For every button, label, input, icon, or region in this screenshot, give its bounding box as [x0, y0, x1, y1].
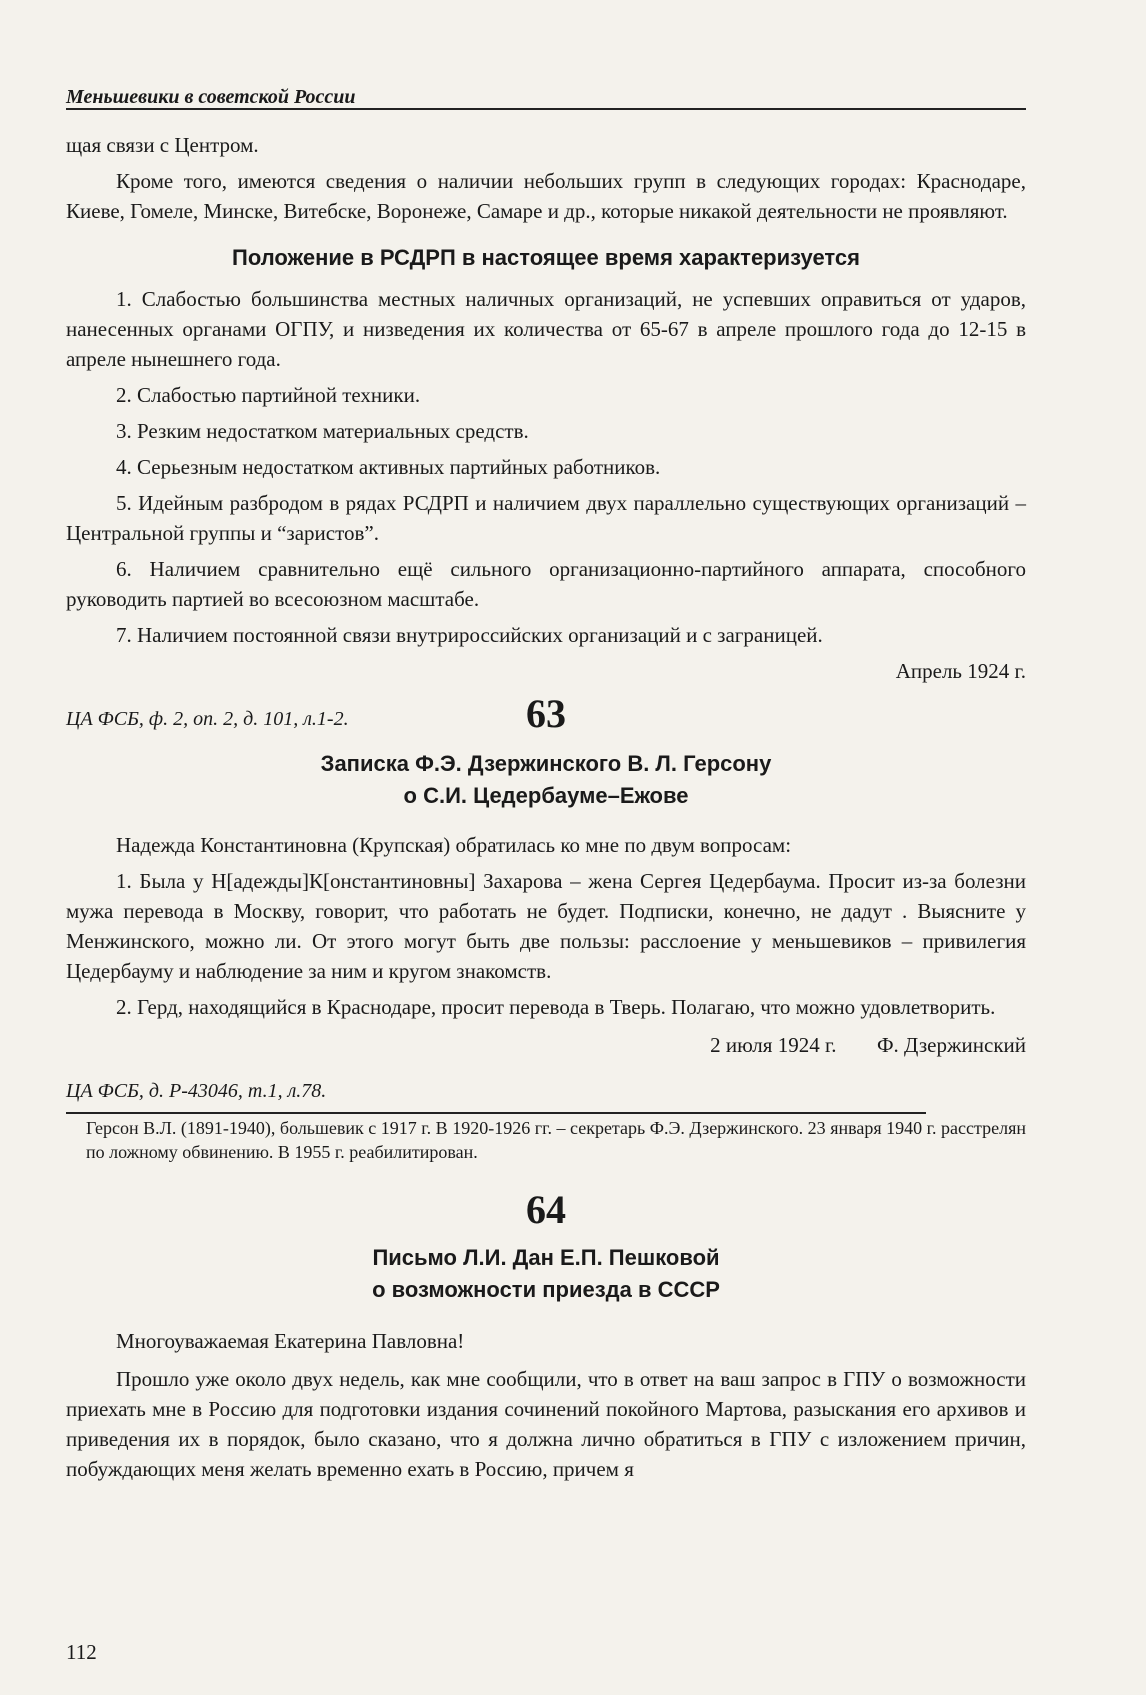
list-item: 4. Серьезным недостатком активных партийных работников. [116, 455, 661, 479]
section-1 [66, 130, 1026, 734]
footnote: Герсон В.Л. (1891-1940), большевик с 1917 г. В 1920-1926 гг. – секретарь Ф.Э. Дзержинского. 23 января 1940 г. расстрелян по ложному обвинению. В 1955 г. реабилитирован. [86, 1118, 1026, 1162]
intro-paragraph: Надежда Константиновна (Крупская) обратилась ко мне по двум вопросам: [116, 833, 792, 857]
list-item: 3. Резким недостатком материальных средств. [116, 419, 529, 443]
document-title-line1: Письмо Л.И. Дан Е.П. Пешковой [372, 1245, 720, 1270]
paragraph: Прошло уже около двух недель, как мне сообщили, что в ответ на ваш запрос в ГПУ о возможности приехать мне в Россию для подготовки издания сочинений покойного Мартова, разыскания его архивов и приведения их в порядок, было сказано, что я должна лично обратиться в ГПУ с изложением причин, побуждающих меня желать временно ехать в Россию, причем я [66, 1367, 1026, 1481]
archive-source: ЦА ФСБ, д. Р-43046, т.1, л.78. [66, 1080, 327, 1102]
footnote-rule [66, 1112, 926, 1114]
document-number: 64 [526, 1187, 566, 1232]
running-title: Меньшевики в советской России [66, 86, 356, 108]
date-signature [66, 1030, 1026, 1060]
document-64 [66, 1186, 1026, 1484]
document-title-line2: о С.И. Цедербауме–Ежове [403, 783, 689, 808]
archive-source: ЦА ФСБ, ф. 2, оп. 2, д. 101, л.1-2. [66, 708, 349, 730]
document-date: 2 июля 1924 г. [710, 1033, 837, 1057]
list-item: 6. Наличием сравнительно ещё сильного организационно-партийного аппарата, способного руководить партией во всесоюзном масштабе. [66, 557, 1026, 611]
section-heading: Положение в РСДРП в настоящее время характеризуется [232, 245, 860, 270]
document-63 [66, 690, 1026, 1164]
document-date: Апрель 1924 г. [895, 659, 1026, 683]
header-rule [66, 108, 1026, 110]
signature: Ф. Дзержинский [876, 1033, 1026, 1057]
list-item: 7. Наличием постоянной связи внутрироссийских организаций и с заграницей. [116, 623, 823, 647]
list-item: 1. Слабостью большинства местных наличных организаций, не успевших оправиться от ударов, нанесенных органами ОГПУ, и низведения их количества от 65-67 в апреле прошлого года до 12-15 в апреле нынешнего года. [66, 287, 1026, 371]
salutation: Многоуважаемая Екатерина Павловна! [116, 1329, 465, 1353]
paragraph: 1. Была у Н[адежды]К[онстантиновны] Захарова – жена Сергея Цедербаума. Просит из-за болезни мужа перевода в Москву, говорит, что работать не будет. Подписки, конечно, не дадут . Выясните у Менжинского, можно ли. От этого могут быть две пользы: расслоение у меньшевиков – привилегия Цедербауму и наблюдение за ним и кругом знакомств. [66, 869, 1026, 983]
list-item: 2. Слабостью партийной техники. [116, 383, 421, 407]
paragraph: 2. Герд, находящийся в Краснодаре, просит перевода в Тверь. Полагаю, что можно удовлетворить. [116, 995, 996, 1019]
document-title-line2: о возможности приезда в СССР [372, 1277, 720, 1302]
continuation-text: щая связи с Центром. [66, 133, 259, 157]
page-number: 112 [66, 1640, 97, 1664]
list-item: 5. Идейным разбродом в рядах РСДРП и наличием двух параллельно существующих организаций – Центральной группы и “заристов”. [66, 491, 1026, 545]
document-title-line1: Записка Ф.Э. Дзержинского В. Л. Герсону [320, 751, 772, 776]
paragraph: Кроме того, имеются сведения о наличии небольших групп в следующих городах: Краснодаре, Киеве, Гомеле, Минске, Витебске, Воронеже, Самаре и др., которые никакой деятельности не проявляют. [66, 169, 1026, 223]
document-number: 63 [526, 691, 566, 736]
